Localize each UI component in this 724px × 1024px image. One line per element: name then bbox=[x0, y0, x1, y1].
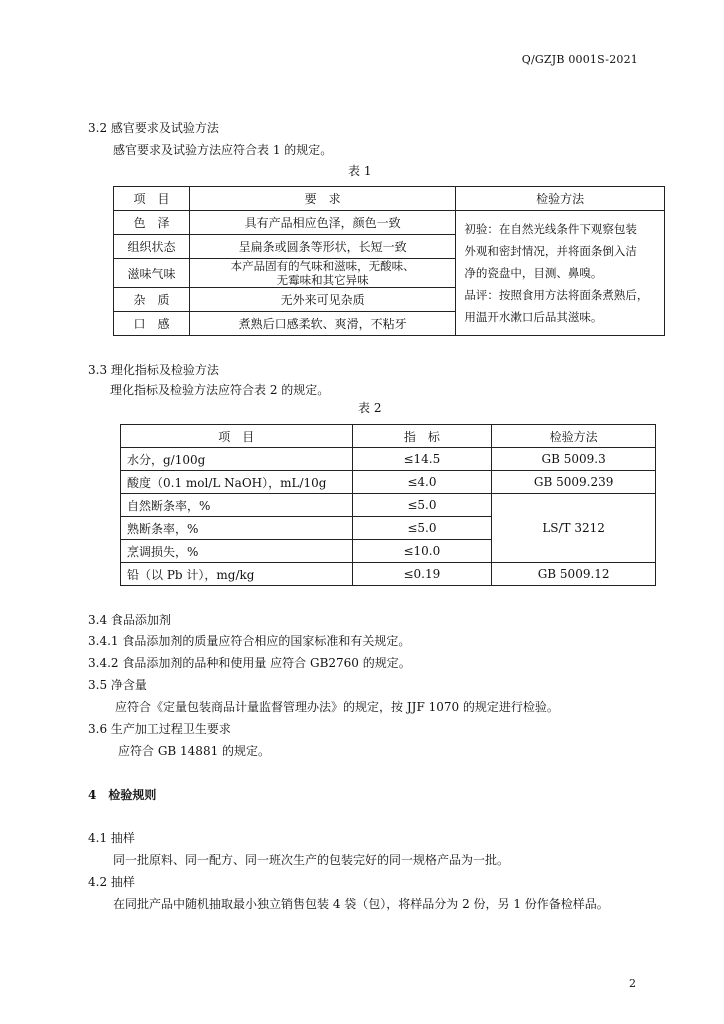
table-2-value: ≤5.0 bbox=[352, 517, 492, 540]
section-3-5-heading: 3.5 净含量 bbox=[88, 678, 147, 692]
table-2-value: ≤4.0 bbox=[352, 471, 492, 494]
section-3-3-heading: 3.3 理化指标及检验方法 bbox=[88, 363, 219, 377]
section-4-1-heading: 4.1 抽样 bbox=[88, 831, 135, 845]
section-3-6-heading: 3.6 生产加工过程卫生要求 bbox=[88, 722, 231, 736]
table-2 bbox=[120, 424, 656, 586]
table-2-value: ≤14.5 bbox=[352, 448, 492, 471]
table-1-item: 滋味气味 bbox=[114, 259, 190, 288]
table-row bbox=[121, 494, 656, 517]
table-1-requirement: 具有产品相应色泽，颜色一致 bbox=[189, 211, 455, 235]
table-1-header-requirement: 要 求 bbox=[189, 187, 455, 211]
section-3-2-heading: 3.2 感官要求及试验方法 bbox=[88, 121, 219, 135]
table-1-requirement: 呈扁条或圆条等形状，长短一致 bbox=[189, 235, 455, 259]
section-3-5-text: 应符合《定量包装商品计量监督管理办法》的规定，按 JJF 1070 的规定进行检验。 bbox=[115, 700, 559, 714]
table-row bbox=[114, 211, 665, 235]
table-2-item: 铅（以 Pb 计），mg/kg bbox=[121, 563, 353, 586]
section-4-2-text: 在同批产品中随机抽取最小独立销售包装 4 袋（包），将样品分为 2 份，另 1 份作备检样品。 bbox=[113, 897, 609, 911]
table-2-method: GB 5009.12 bbox=[492, 563, 656, 586]
table-2-caption: 表 2 bbox=[358, 401, 382, 415]
table-1-item: 杂 质 bbox=[114, 288, 190, 312]
table-2-value: ≤10.0 bbox=[352, 540, 492, 563]
section-3-4-2: 3.4.2 食品添加剂的品种和使用量 应符合 GB2760 的规定。 bbox=[88, 656, 411, 670]
table-2-method: GB 5009.3 bbox=[492, 448, 656, 471]
table-2-header-value: 指 标 bbox=[352, 425, 492, 448]
table-2-item: 水分，g/100g bbox=[121, 448, 353, 471]
table-1-item: 色 泽 bbox=[114, 211, 190, 235]
table-2-header-row bbox=[121, 425, 656, 448]
table-1-requirement-line: 无霉味和其它异味 bbox=[276, 273, 369, 287]
section-3-4-1: 3.4.1 食品添加剂的质量应符合相应的国家标准和有关规定。 bbox=[88, 634, 411, 648]
table-1-method-line: 品评：按照食用方法将面条煮熟后， bbox=[464, 288, 649, 302]
table-1-header-method: 检验方法 bbox=[456, 187, 665, 211]
table-1-method-line: 外观和密封情况，并将面条倒入洁 bbox=[464, 244, 637, 258]
table-1-method-line: 初验：在自然光线条件下观察包装 bbox=[464, 222, 637, 236]
table-2-header-item: 项 目 bbox=[121, 425, 353, 448]
section-3-2-intro: 感官要求及试验方法应符合表 1 的规定。 bbox=[113, 143, 333, 157]
table-1 bbox=[113, 186, 665, 336]
table-1-requirement-line: 本产品固有的气味和滋味，无酸味、 bbox=[230, 259, 415, 273]
table-2-item: 酸度（0.1 mol/L NaOH），mL/10g bbox=[121, 471, 353, 494]
table-1-item: 组织状态 bbox=[114, 235, 190, 259]
section-4-1-text: 同一批原料、同一配方、同一班次生产的包装完好的同一规格产品为一批。 bbox=[113, 853, 510, 867]
table-2-method: GB 5009.239 bbox=[492, 471, 656, 494]
table-2-value: ≤5.0 bbox=[352, 494, 492, 517]
table-2-header-method: 检验方法 bbox=[492, 425, 656, 448]
table-1-method-line: 净的瓷盘中，目测、鼻嗅。 bbox=[464, 266, 603, 280]
table-2-item: 烹调损失，% bbox=[121, 540, 353, 563]
document-code: Q/GZJB 0001S-2021 bbox=[521, 53, 638, 66]
table-1-requirement: 煮熟后口感柔软、爽滑，不粘牙 bbox=[189, 312, 455, 336]
table-1-requirement: 无外来可见杂质 bbox=[189, 288, 455, 312]
table-row bbox=[121, 448, 656, 471]
table-1-method-line: 用温开水漱口后品其滋味。 bbox=[464, 310, 603, 324]
page-number: 2 bbox=[629, 977, 636, 990]
table-2-item: 熟断条率，% bbox=[121, 517, 353, 540]
section-3-6-text: 应符合 GB 14881 的规定。 bbox=[118, 744, 271, 758]
table-1-method-cell bbox=[456, 211, 665, 336]
table-2-method-merged: LS/T 3212 bbox=[492, 494, 656, 563]
table-1-header-row bbox=[114, 187, 665, 211]
table-1-caption: 表 1 bbox=[348, 164, 372, 178]
section-3-4-heading: 3.4 食品添加剂 bbox=[88, 613, 171, 627]
table-2-item: 自然断条率，% bbox=[121, 494, 353, 517]
table-1-item: 口 感 bbox=[114, 312, 190, 336]
section-4-2-heading: 4.2 抽样 bbox=[88, 875, 135, 889]
table-row bbox=[121, 563, 656, 586]
table-2-value: ≤0.19 bbox=[352, 563, 492, 586]
table-1-header-item: 项 目 bbox=[114, 187, 190, 211]
table-1-requirement bbox=[189, 259, 455, 288]
section-3-3-intro: 理化指标及检验方法应符合表 2 的规定。 bbox=[110, 383, 330, 397]
section-4-heading: 4 检验规则 bbox=[88, 788, 157, 802]
table-row bbox=[121, 471, 656, 494]
